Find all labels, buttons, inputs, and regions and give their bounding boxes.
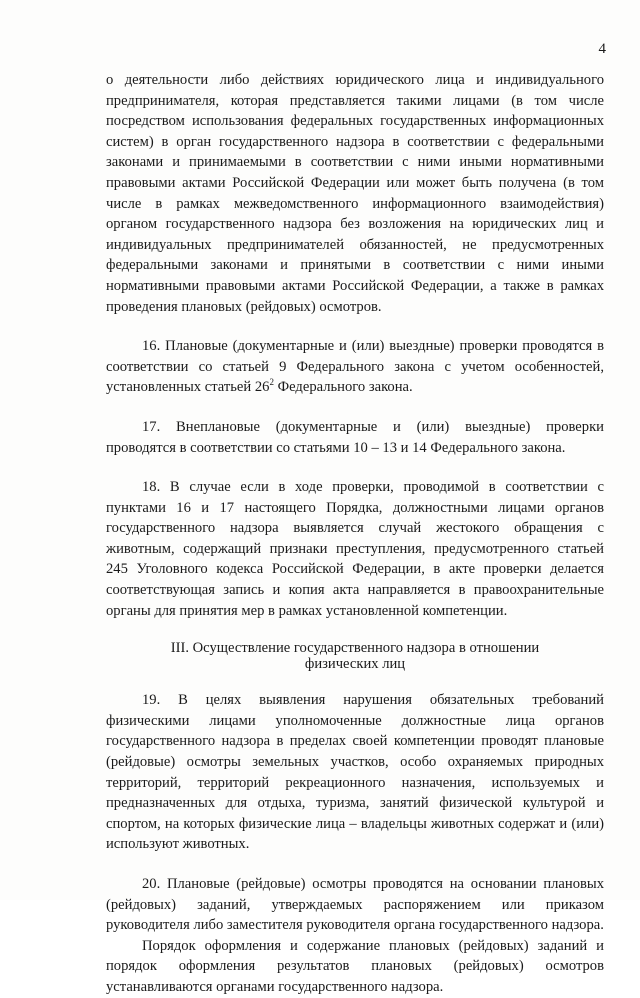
paragraph-16-superscript: 2: [269, 377, 274, 388]
paragraph-19: 19. В целях выявления нарушения обязательных требований физическими лицами уполномоченные должностные лица органов государственного надзора в пределах своей компетенции проводят плановые (рейдовые) осмотры земельных участков, особо охраняемых природных территорий, территорий рекреационного назначения, используемых и предназначенных для отдыха, туризма, занятий физической культурой и спортом, на которых физические лица – владельцы животных содержат и (или) используют животных.: [106, 692, 604, 853]
section-heading-line-1: III. Осуществление государственного надзора в отношении: [170, 640, 540, 657]
document-body: [106, 70, 604, 998]
paragraph-16-tail: Федерального закона.: [273, 379, 413, 396]
page-number: 4: [598, 41, 606, 57]
section-heading-line-2: физических лиц: [304, 656, 406, 673]
paragraph-16: [106, 336, 604, 398]
paragraph-continuation: о деятельности либо действиях юридического лица и индивидуального предпринимателя, которая представляется такими лицами (в том числе посредством использования федеральных государственных информационных систем) в орган государственного надзора в соответствии с федеральными законами и принимаемыми в соответствии с ними иными нормативными правовыми актами Российской Федерации или может быть получена (в том числе в рамках межведомственного информационного взаимодействия) органом государственного надзора без возложения на юридических лиц и индивидуальных предпринимателей обязанностей, не предусмотренных федеральными законами и принятыми в соответствии с ними иными нормативными правовыми актами Российской Федерации, а также в рамках проведения плановых (рейдовых) осмотров.: [106, 72, 604, 315]
paragraph-20: 20. Плановые (рейдовые) осмотры проводятся на основании плановых (рейдовых) заданий, утверждаемых распоряжением или приказом руководителя либо заместителя руководителя органа государственного надзора.: [106, 876, 604, 934]
paragraph-17: 17. Внеплановые (документарные и (или) выездные) проверки проводятся в соответствии со статьями 10 – 13 и 14 Федерального закона.: [106, 418, 604, 456]
paragraph-16-text: 16. Плановые (документарные и (или) выездные) проверки проводятся в соответствии со статьей 9 Федерального закона с учетом особенностей, установленных статьей 26: [106, 338, 604, 396]
section-heading: [106, 640, 604, 672]
paragraph-20-continuation: Порядок оформления и содержание плановых (рейдовых) заданий и порядок оформления результатов плановых (рейдовых) осмотров устанавливаются органами государственного надзора.: [106, 937, 604, 995]
paragraph-18: 18. В случае если в ходе проверки, проводимой в соответствии с пунктами 16 и 17 настоящего Порядка, должностными лицами органов государственного надзора выявляется случай жестокого обращения с животным, содержащий признаки преступления, предусмотренного статьей 245 Уголовного кодекса Российской Федерации, в акте проверки делается соответствующая запись и копия акта направляется в правоохранительные органы для принятия мер в рамках установленной компетенции.: [106, 479, 604, 619]
